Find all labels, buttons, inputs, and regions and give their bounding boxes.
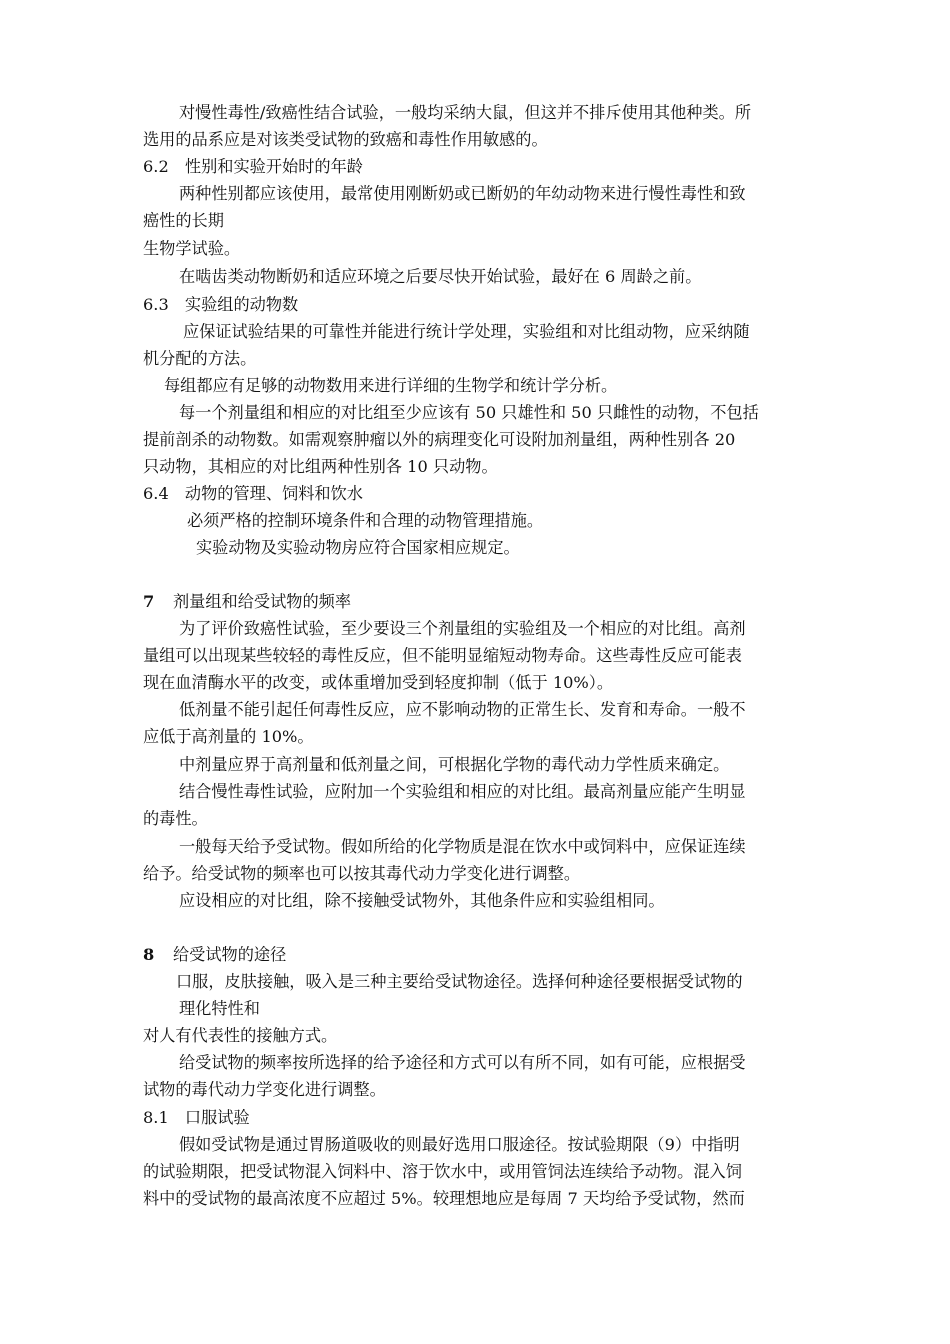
paragraph-line: 的毒性。 (143, 809, 208, 828)
paragraph-line: 在啮齿类动物断奶和适应环境之后要尽快开始试验，最好在 6 周龄之前。 (179, 267, 702, 286)
paragraph-line: 两种性别都应该使用，最常使用刚断奶或已断奶的年幼动物来进行慢性毒性和致 (179, 184, 746, 203)
paragraph-line: 量组可以出现某些较轻的毒性反应，但不能明显缩短动物寿命。这些毒性反应可能表 (143, 646, 742, 665)
paragraph-line: 每组都应有足够的动物数用来进行详细的生物学和统计学分析。 (164, 376, 618, 395)
paragraph-line: 一般每天给予受试物。假如所给的化学物质是混在饮水中或饲料中，应保证连续 (179, 837, 746, 856)
paragraph-line: 对人有代表性的接触方式。 (143, 1026, 338, 1045)
paragraph-line: 应设相应的对比组，除不接触受试物外，其他条件应和实验组相同。 (179, 891, 665, 910)
section-heading: 给受试物的途径 (173, 945, 287, 964)
paragraph-line: 只动物，其相应的对比组两种性别各 10 只动物。 (143, 457, 498, 476)
paragraph-line: 试物的毒代动力学变化进行调整。 (143, 1080, 386, 1099)
section-heading: 6.4 动物的管理、饲料和饮水 (143, 484, 363, 503)
section-heading: 6.2 性别和实验开始时的年龄 (143, 157, 363, 176)
paragraph-line: 理化特性和 (179, 999, 260, 1018)
paragraph-line: 给受试物的频率按所选择的给予途径和方式可以有所不同，如有可能，应根据受 (179, 1053, 746, 1072)
paragraph-line: 每一个剂量组和相应的对比组至少应该有 50 只雄性和 50 只雌性的动物，不包括 (179, 403, 759, 422)
section-heading: 剂量组和给受试物的频率 (173, 592, 352, 611)
paragraph-line: 假如受试物是通过胃肠道吸收的则最好选用口服途径。按试验期限（9）中指明 (179, 1135, 740, 1154)
paragraph-line: 实验动物及实验动物房应符合国家相应规定。 (196, 538, 520, 557)
paragraph-line: 选用的品系应是对该类受试物的致癌和毒性作用敏感的。 (143, 130, 548, 149)
section-heading: 8.1 口服试验 (143, 1108, 250, 1127)
paragraph-line: 应保证试验结果的可靠性并能进行统计学处理，实验组和对比组动物，应采纳随 (183, 322, 750, 341)
paragraph-line: 的试验期限，把受试物混入饲料中、溶于饮水中，或用管饲法连续给予动物。混入饲 (143, 1162, 742, 1181)
paragraph-line: 提前剖杀的动物数。如需观察肿瘤以外的病理变化可设附加剂量组，两种性别各 20 (143, 430, 736, 449)
paragraph-line: 必须严格的控制环境条件和合理的动物管理措施。 (187, 511, 544, 530)
paragraph-line: 料中的受试物的最高浓度不应超过 5%。较理想地应是每周 7 天均给予受试物，然而 (143, 1189, 745, 1208)
paragraph-line: 生物学试验。 (143, 239, 241, 258)
paragraph-line: 给予。给受试物的频率也可以按其毒代动力学变化进行调整。 (143, 864, 581, 883)
paragraph-line: 口服，皮肤接触，吸入是三种主要给受试物途径。选择何种途径要根据受试物的 (176, 972, 743, 991)
paragraph-line: 现在血清酶水平的改变，或体重增加受到轻度抑制（低于 10%）。 (143, 673, 614, 692)
paragraph-line: 为了评价致癌性试验，至少要设三个剂量组的实验组及一个相应的对比组。高剂 (179, 619, 746, 638)
paragraph-line: 低剂量不能引起任何毒性反应，应不影响动物的正常生长、发育和寿命。一般不 (179, 700, 746, 719)
paragraph-line: 中剂量应界于高剂量和低剂量之间，可根据化学物的毒代动力学性质来确定。 (179, 755, 730, 774)
paragraph-line: 机分配的方法。 (143, 349, 257, 368)
paragraph-line: 癌性的长期 (143, 211, 224, 230)
section-heading: 6.3 实验组的动物数 (143, 295, 299, 314)
paragraph-line: 对慢性毒性/致癌性结合试验，一般均采纳大鼠，但这并不排斥使用其他种类。所 (179, 103, 752, 122)
section-number: 7 (143, 592, 155, 611)
section-number: 8 (143, 945, 155, 964)
paragraph-line: 应低于高剂量的 10%。 (143, 727, 314, 746)
paragraph-line: 结合慢性毒性试验，应附加一个实验组和相应的对比组。最高剂量应能产生明显 (179, 782, 746, 801)
